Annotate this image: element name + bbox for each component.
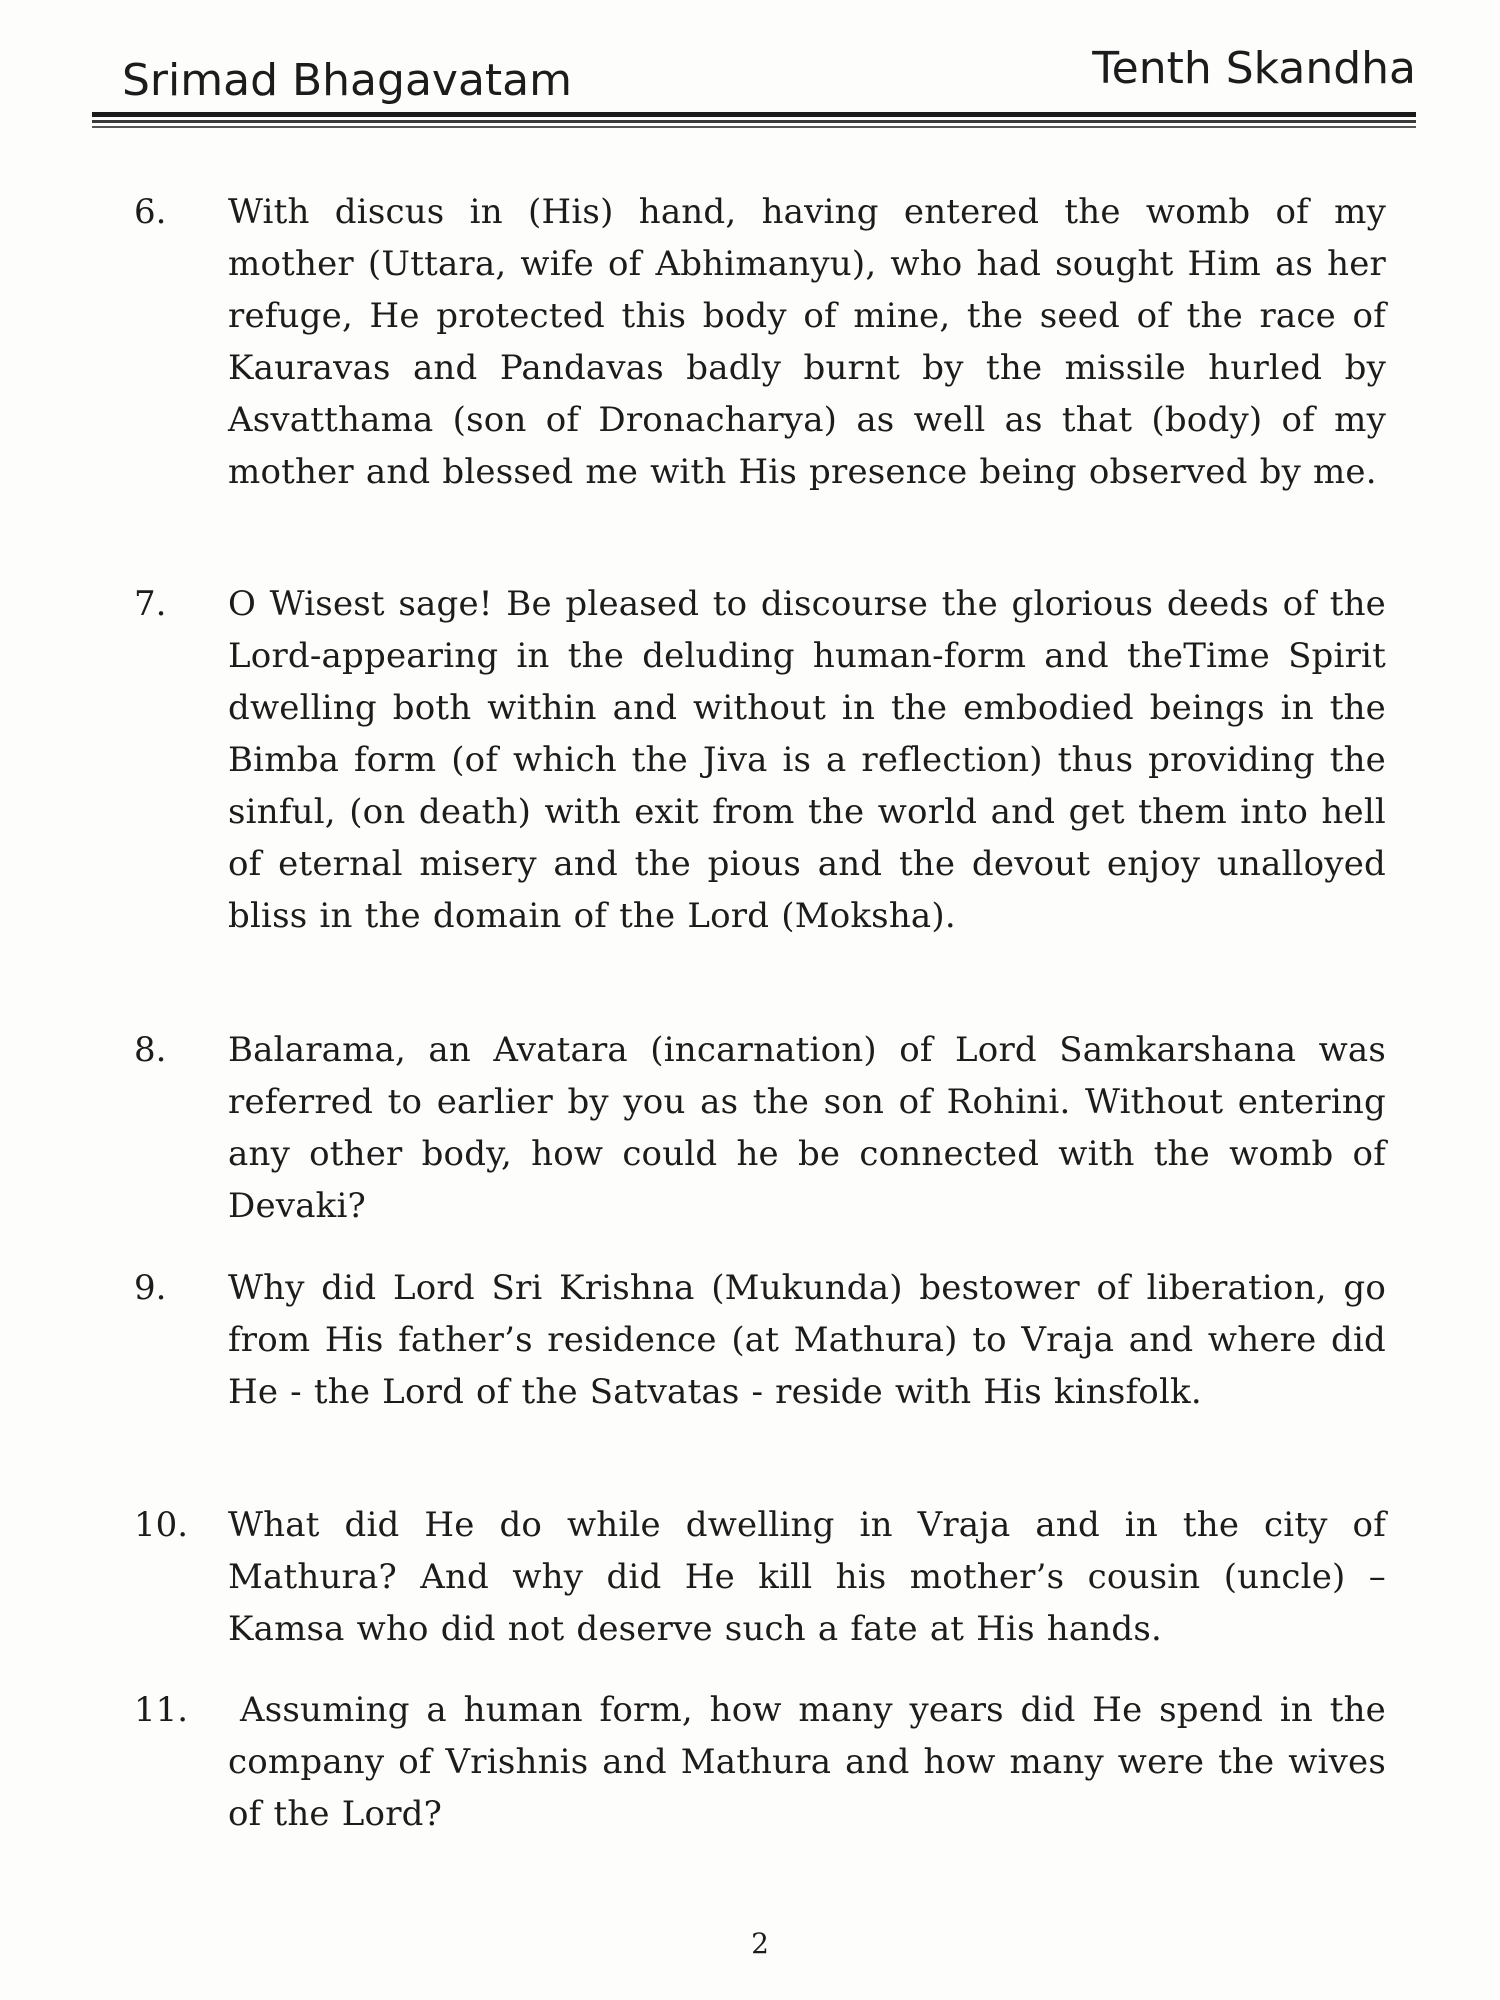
verse-number: 7. [134,584,167,624]
verse-text: What did He do while dwelling in Vraja and in the city of Mathura? And why did He kill his mother’s cousin (uncle) – Kamsa who did not deserve such a fate at His hands. [228,1505,1386,1649]
verse-text: O Wisest sage! Be pleased to discourse the glorious deeds of the Lord-appearing in the deluding human-form and theTime Spirit dwelling both within and without in the embodied beings in the Bimba form (of which the Jiva is a reflection) thus providing the sinful, (on death) with exit from the world and get them into hell of eternal misery and the pious and the devout enjoy unalloyed bliss in the domain of the Lord (Moksha). [228,584,1386,936]
verse-text: Balarama, an Avatara (incarnation) of Lord Samkarshana was referred to earlier by you as the son of Rohini. Without entering any other body, how could he be connected with the womb of Devaki? [228,1030,1386,1226]
book-title: Srimad Bhagavatam [122,55,572,106]
verse-text: Assuming a human form, how many years did He spend in the company of Vrishnis and Mathura and how many were the wives of the Lord? [228,1690,1386,1834]
header-rule-thick [92,112,1416,117]
verse-text: With discus in (His) hand, having entered the womb of my mother (Uttara, wife of Abhimanyu), who had sought Him as her refuge, He protected this body of mine, the seed of the race of Kauravas and Pandavas badly burnt by the missile hurled by Asvatthama (son of Dronacharya) as well as that (body) of my mother and blessed me with His presence being observed by me. [228,192,1386,492]
section-title: Tenth Skandha [1092,43,1416,94]
header-rule-middle [92,120,1416,123]
verse-number: 8. [134,1030,167,1070]
verse-number: 10. [134,1505,189,1545]
verse-number: 9. [134,1268,167,1308]
verse-text: Why did Lord Sri Krishna (Mukunda) bestower of liberation, go from His father’s residence (at Mathura) to Vraja and where did He - the Lord of the Satvatas - reside with His kinsfolk. [228,1268,1386,1412]
running-header [92,40,1416,106]
header-rule-thin [92,126,1416,128]
verse-number: 11. [134,1690,189,1730]
page-number: 2 [751,1927,769,1960]
verse-number: 6. [134,192,167,232]
